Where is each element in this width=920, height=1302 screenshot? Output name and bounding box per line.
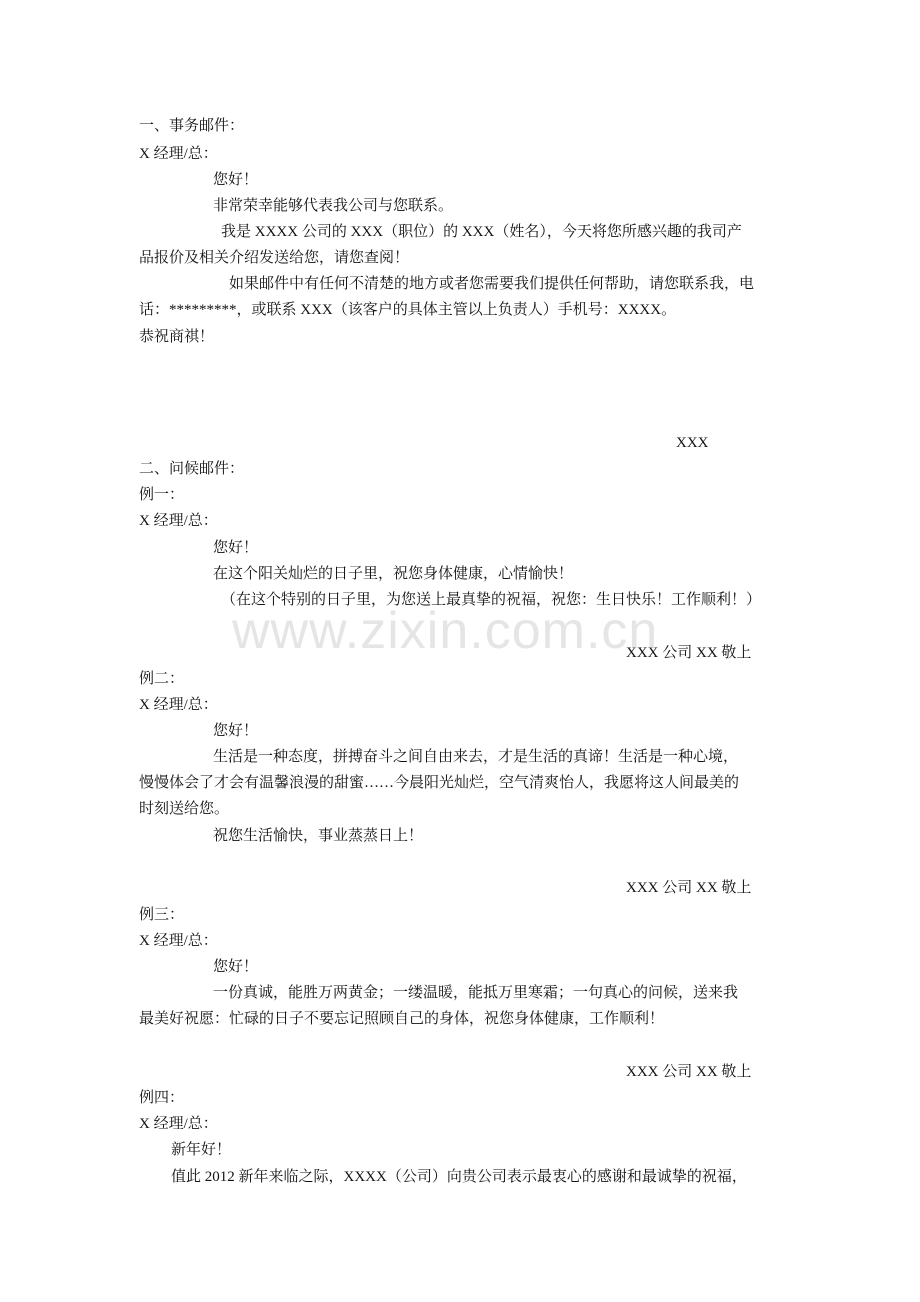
example-label: 例四： [139,1090,185,1106]
signature: XXX [676,435,709,451]
greeting: 您好！ [213,172,259,188]
body-line: 值此 2012 新年来临之际，XXXX（公司）向贵公司表示最衷心的感谢和最诚挚的祝福， [171,1169,747,1185]
body-line: 生活是一种态度，拼搏奋斗之间自由来去，才是生活的真谛！生活是一种心境， [213,749,739,765]
body-line: 品报价及相关介绍发送给您，请您查阅！ [139,250,410,266]
section-heading-business: 一、事务邮件： [139,118,245,134]
salutation: X 经理/总： [139,1116,218,1132]
signature: XXX 公司 XX 敬上 [626,880,752,896]
greeting: 您好！ [213,540,259,556]
body-line: 如果邮件中有任何不清楚的地方或者您需要我们提供任何帮助，请您联系我，电 [229,276,755,292]
greeting: 新年好！ [171,1142,232,1158]
closing: 恭祝商祺！ [139,329,215,345]
body-line: 在这个阳关灿烂的日子里，祝您身体健康，心情愉快！ [213,566,574,582]
salutation: X 经理/总： [139,933,218,949]
body-line: 时刻送给您。 [139,801,230,817]
salutation: X 经理/总： [139,513,218,529]
body-line: 慢慢体会了才会有温馨浪漫的甜蜜……今晨阳光灿烂，空气清爽怡人，我愿将这人间最美的 [139,775,740,791]
signature: XXX 公司 XX 敬上 [626,1064,752,1080]
salutation: X 经理/总： [139,697,218,713]
body-line: 最美好祝愿：忙碌的日子不要忘记照顾自己的身体，祝您身体健康，工作顺利！ [139,1011,665,1027]
body-line: 一份真诚，能胜万两黄金；一缕温暖，能抵万里寒霜；一句真心的问候，送来我 [213,985,739,1001]
section-heading-greeting: 二、问候邮件： [139,461,245,477]
body-line: 非常荣幸能够代表我公司与您联系。 [213,198,454,214]
greeting: 您好！ [213,723,259,739]
signature: XXX 公司 XX 敬上 [626,645,752,661]
greeting: 您好！ [213,959,259,975]
salutation: X 经理/总： [139,146,218,162]
body-line: 话：*********，或联系 XXX（该客户的具体主管以上负责人）手机号：XXXX。 [139,302,677,318]
example-label: 例一： [139,487,185,503]
watermark: www.zixin.com.cn [232,602,659,660]
example-label: 例三： [139,907,185,923]
example-label: 例二： [139,671,185,687]
body-line: （在这个特别的日子里，为您送上最真挚的祝福，祝您：生日快乐！工作顺利！） [221,592,762,608]
body-line: 祝您生活愉快，事业蒸蒸日上！ [213,828,424,844]
body-line: 我是 XXXX 公司的 XXX（职位）的 XXX（姓名），今天将您所感兴趣的我司产 [221,224,742,240]
